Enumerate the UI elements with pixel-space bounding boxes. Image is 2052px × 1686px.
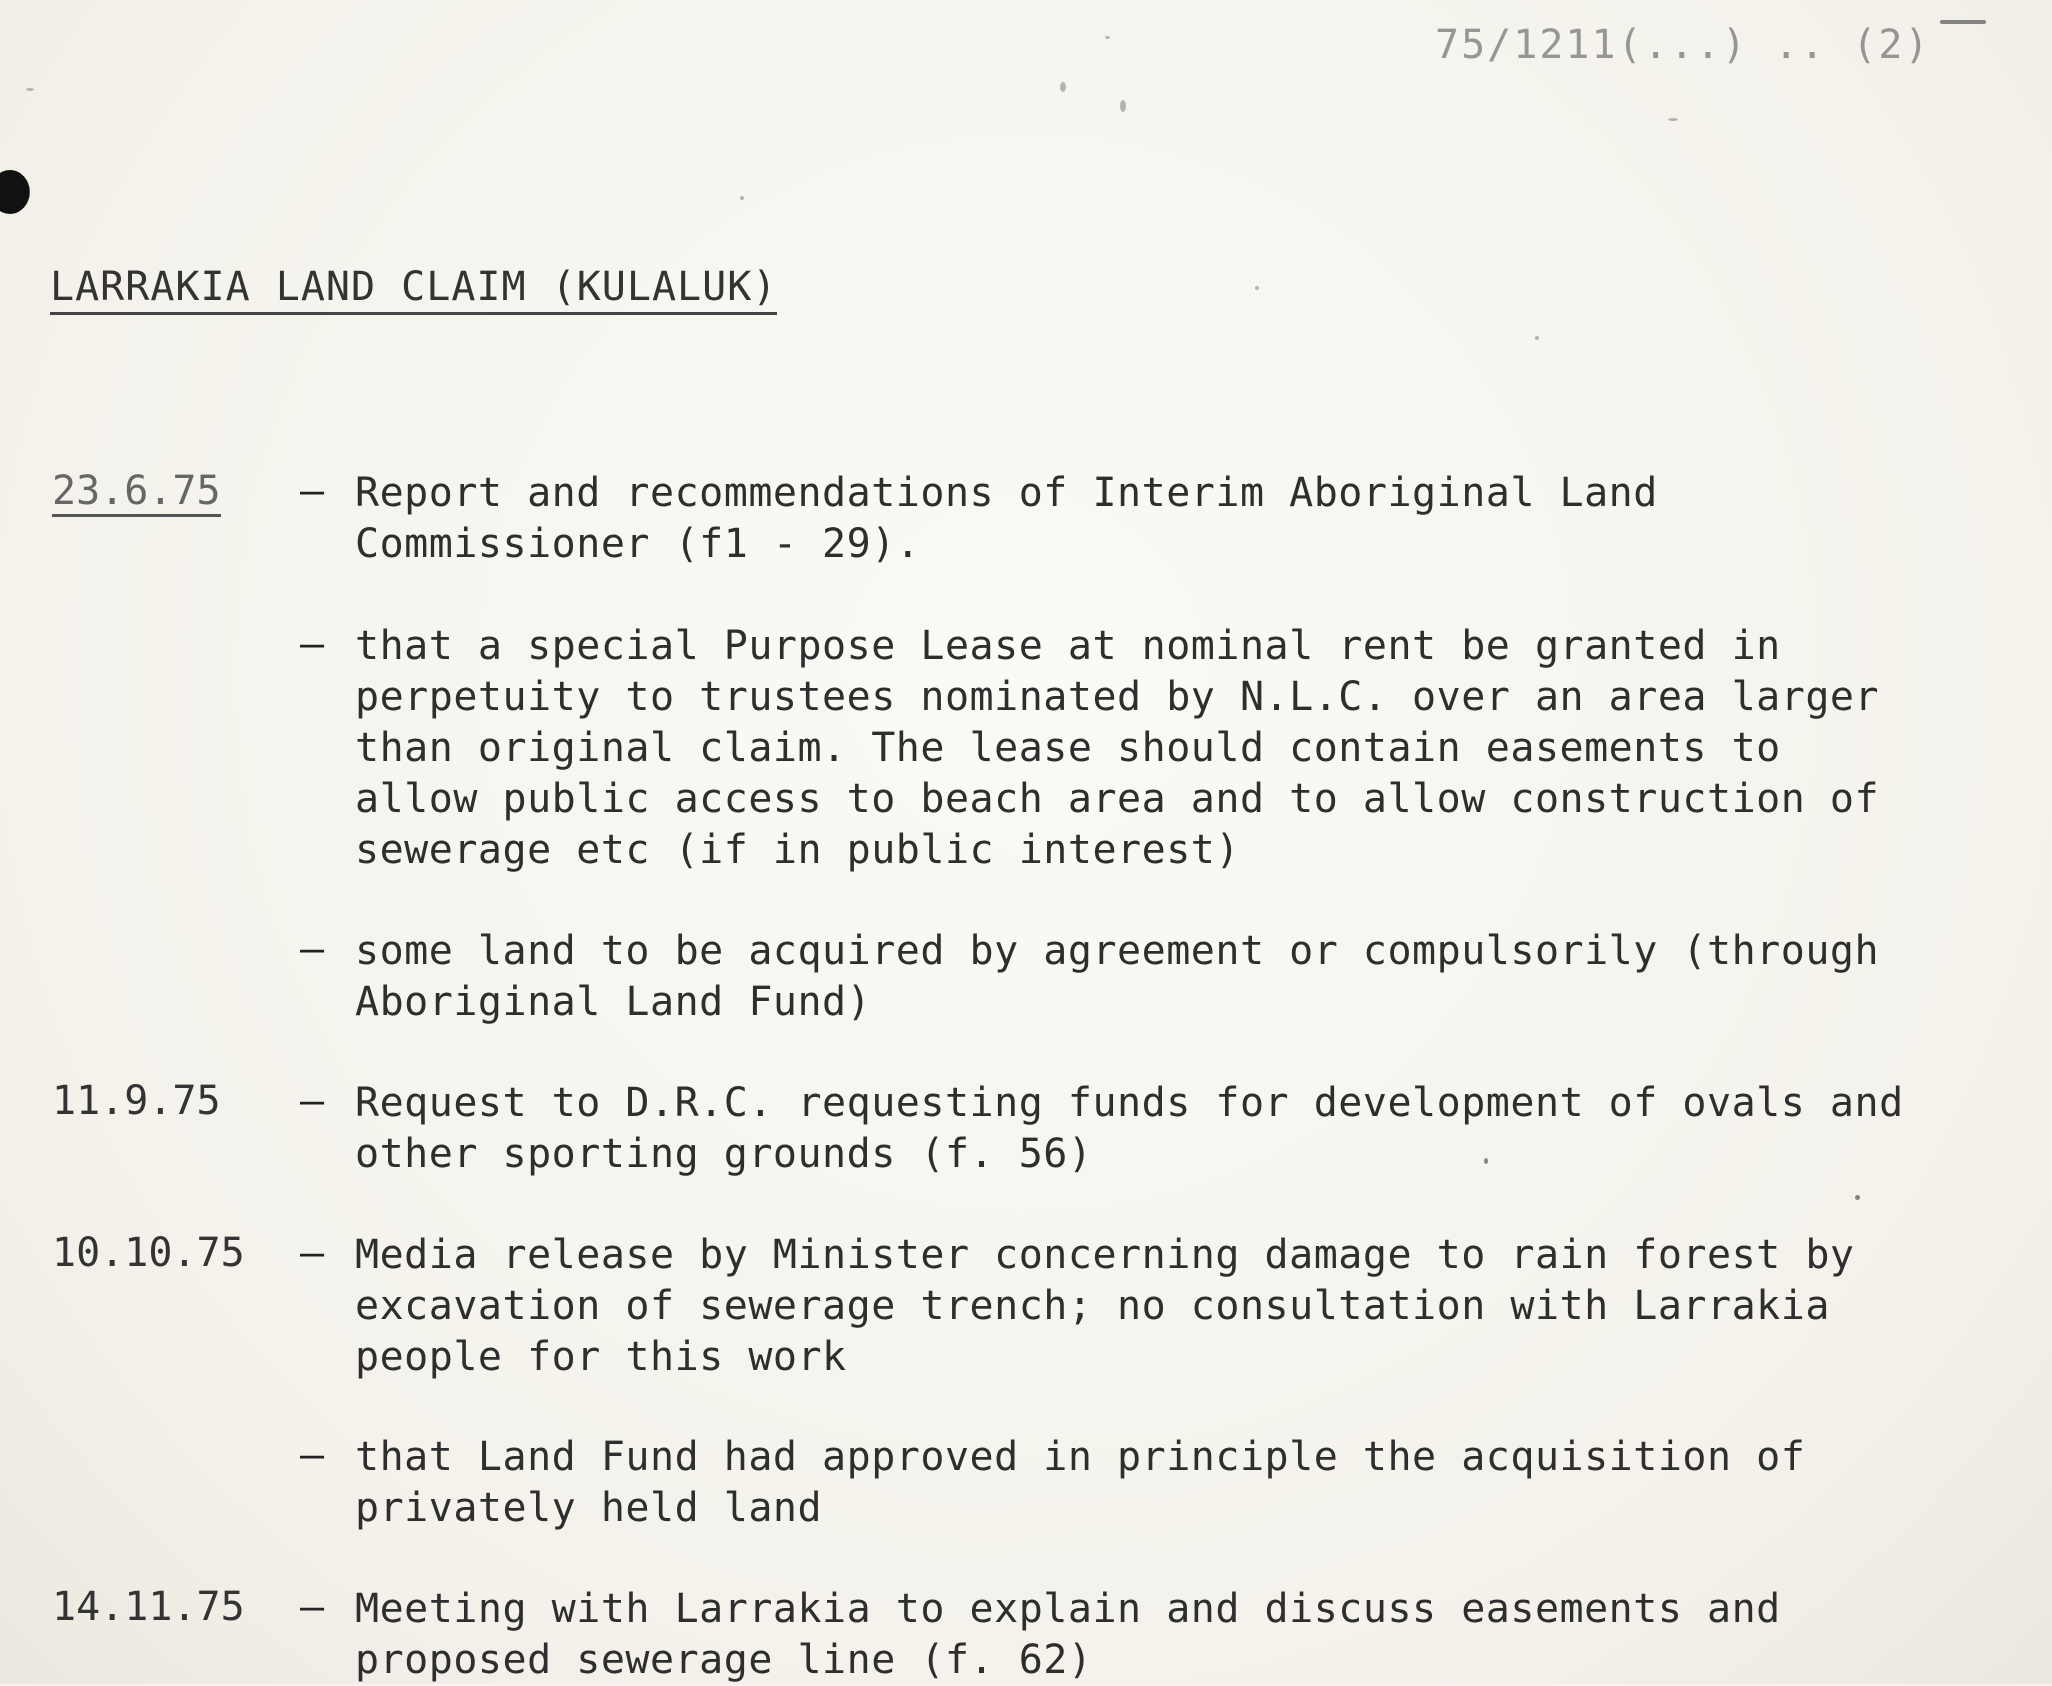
speck xyxy=(26,88,34,91)
speck xyxy=(1105,36,1110,39)
bullet-dash: – xyxy=(300,468,325,514)
speck xyxy=(1668,118,1678,121)
bullet-dash: – xyxy=(300,1432,325,1478)
speck xyxy=(1940,20,1986,24)
entry-item: that Land Fund had approved in principle the acquisition of privately held land xyxy=(355,1434,1806,1531)
bullet-dash: – xyxy=(300,1078,325,1124)
entry-item: Media release by Minister concerning damage to rain forest by excavation of sewerage trench; no consultation with Larrakia people for this work xyxy=(355,1232,1855,1380)
entry-date: 10.10.75 xyxy=(52,1230,245,1276)
document-title: LARRAKIA LAND CLAIM (KULALUK) xyxy=(50,264,777,315)
speck xyxy=(1255,286,1259,290)
bullet-dash: – xyxy=(300,1230,325,1276)
speck xyxy=(1120,100,1126,112)
entry-item: Request to D.R.C. requesting funds for development of ovals and other sporting grounds (f. 56) xyxy=(355,1080,1904,1177)
entry-item: Report and recommendations of Interim Aboriginal Land Commissioner (f1 - 29). xyxy=(355,470,1658,567)
entry-item: that a special Purpose Lease at nominal rent be granted in perpetuity to trustees nominated by N.L.C. over an area larger than original claim. The lease should contain easements to allow public access to beach area and to allow construction of sewerage etc (if in public interest) xyxy=(355,623,1880,873)
bullet-dash: – xyxy=(300,1584,325,1630)
entry-date: 23.6.75 xyxy=(52,468,221,517)
file-reference: 75/1211(...) .. (2) xyxy=(1435,22,1931,68)
speck xyxy=(1535,336,1539,340)
entry-date: 11.9.75 xyxy=(52,1078,221,1124)
entry-item: Meeting with Larrakia to explain and discuss easements and proposed sewerage line (f. 62) xyxy=(355,1586,1781,1683)
speck xyxy=(740,196,744,200)
entry-item: some land to be acquired by agreement or compulsorily (through Aboriginal Land Fund) xyxy=(355,928,1880,1025)
bullet-dash: – xyxy=(300,621,325,667)
entry-date: 14.11.75 xyxy=(52,1584,245,1630)
speck xyxy=(1060,82,1066,92)
speck xyxy=(1855,1195,1860,1200)
bullet-dash: – xyxy=(300,926,325,972)
punch-hole xyxy=(0,170,30,214)
